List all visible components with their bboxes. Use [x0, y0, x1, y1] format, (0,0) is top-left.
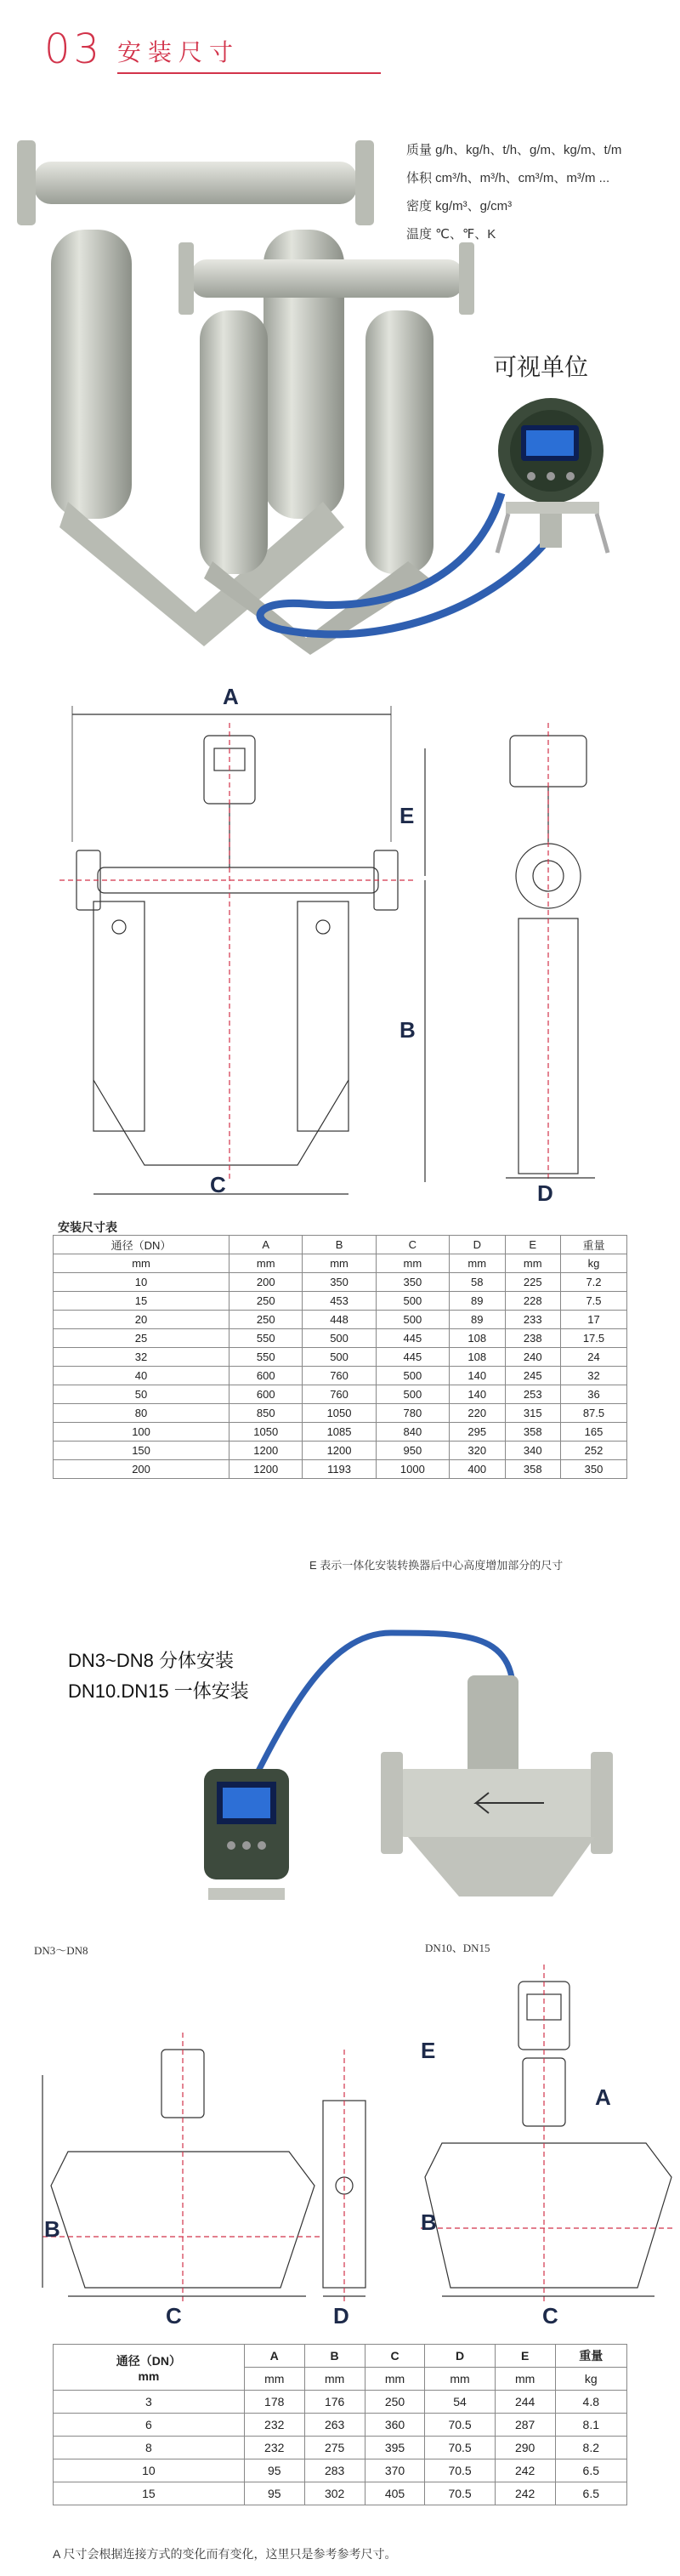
- table-cell: 1200: [230, 1442, 303, 1460]
- table-cell: 7.2: [560, 1273, 626, 1292]
- dim-c-right-label: C: [542, 2303, 558, 2329]
- table-cell: 275: [304, 2437, 365, 2459]
- table-cell: 1050: [230, 1423, 303, 1442]
- table-cell: 244: [495, 2391, 555, 2414]
- table-cell: 850: [230, 1404, 303, 1423]
- table-cell: 220: [450, 1404, 505, 1423]
- units-list: [406, 136, 621, 248]
- units-mass: 质量 g/h、kg/h、t/h、g/m、kg/m、t/m: [406, 143, 622, 157]
- table-cell: 108: [450, 1329, 505, 1348]
- table-cell: 760: [303, 1367, 376, 1385]
- table-cell: 350: [560, 1460, 626, 1479]
- table-cell: 89: [450, 1292, 505, 1311]
- table-cell: 242: [495, 2482, 555, 2505]
- table-cell: 24: [560, 1348, 626, 1367]
- table-cell: 228: [505, 1292, 560, 1311]
- table-cell: 250: [230, 1311, 303, 1329]
- table-cell: 238: [505, 1329, 560, 1348]
- table-row: [54, 1348, 627, 1367]
- table-cell: 252: [560, 1442, 626, 1460]
- drawing-label-right: DN10、DN15: [425, 1942, 490, 1954]
- table-cell: 240: [505, 1348, 560, 1367]
- table-cell: 200: [54, 1460, 230, 1479]
- table-cell: 233: [505, 1311, 560, 1329]
- table-row: [54, 1329, 627, 1348]
- dim-e-label-2: E: [421, 2038, 436, 2063]
- table-cell: 840: [376, 1423, 449, 1442]
- table-cell: 140: [450, 1385, 505, 1404]
- table-cell: 232: [244, 2437, 304, 2459]
- table-row: [54, 2391, 627, 2414]
- table-cell: 50: [54, 1385, 230, 1404]
- dim-d-label-2: D: [333, 2303, 349, 2329]
- table-header-row: 通径（DN） mm A B C D E 重量: [54, 2345, 627, 2368]
- table-cell: 108: [450, 1348, 505, 1367]
- table-cell: 445: [376, 1329, 449, 1348]
- table-cell: 263: [304, 2414, 365, 2437]
- table-cell: 1000: [376, 1460, 449, 1479]
- table-cell: 36: [560, 1385, 626, 1404]
- table1-note: E 表示一体化安装转换器后中心高度增加部分的尺寸: [309, 1559, 564, 1572]
- section-header: [0, 0, 680, 94]
- dim-e-label: E: [400, 803, 415, 828]
- table-cell: 1193: [303, 1460, 376, 1479]
- table-cell: 17: [560, 1311, 626, 1329]
- table-row: [54, 1311, 627, 1329]
- table-cell: 178: [244, 2391, 304, 2414]
- table-cell: 287: [495, 2414, 555, 2437]
- dim-c-left-label: C: [166, 2303, 182, 2329]
- section-number: 03: [44, 26, 104, 73]
- integral-install-label: DN10.DN15 一体安装: [68, 1680, 249, 1702]
- table-cell: 395: [365, 2437, 425, 2459]
- table-cell: 165: [560, 1423, 626, 1442]
- table-cell: 1050: [303, 1404, 376, 1423]
- table-cell: 250: [230, 1292, 303, 1311]
- table1-title: 安装尺寸表: [58, 1220, 117, 1234]
- table-row: [54, 1404, 627, 1423]
- table-row: [54, 2459, 627, 2482]
- table-cell: 89: [450, 1311, 505, 1329]
- table-cell: 295: [450, 1423, 505, 1442]
- split-install-label: DN3~DN8 分体安装: [68, 1650, 234, 1671]
- units-density: 密度 kg/m³、g/cm³: [406, 199, 513, 213]
- table-cell: 250: [365, 2391, 425, 2414]
- table-cell: 25: [54, 1329, 230, 1348]
- table-cell: 760: [303, 1385, 376, 1404]
- table-row: [54, 1367, 627, 1385]
- dim-a-label: A: [223, 684, 239, 709]
- table-cell: 17.5: [560, 1329, 626, 1348]
- table-row: [54, 2437, 627, 2459]
- table-header-row: 通径（DN） A B C D E 重量: [54, 1236, 627, 1254]
- table-cell: 40: [54, 1367, 230, 1385]
- table-cell: 32: [560, 1367, 626, 1385]
- units-volume: 体积 cm³/h、m³/h、cm³/m、m³/m ...: [406, 171, 610, 185]
- table-cell: 58: [450, 1273, 505, 1292]
- table-row: [54, 1273, 627, 1292]
- table-cell: 370: [365, 2459, 425, 2482]
- visual-unit-label: 可视单位: [493, 354, 589, 380]
- table-cell: 80: [54, 1404, 230, 1423]
- dim-b-left-label: B: [44, 2216, 60, 2242]
- table-cell: 95: [244, 2459, 304, 2482]
- table-units-row: mm mm mm mm mm mm kg: [54, 1254, 627, 1273]
- units-temperature: 温度 ℃、℉、K: [406, 227, 496, 242]
- table-cell: 350: [376, 1273, 449, 1292]
- table-cell: 6.5: [555, 2482, 626, 2505]
- table-row: [54, 1460, 627, 1479]
- table-cell: 70.5: [425, 2482, 495, 2505]
- table-cell: 1200: [230, 1460, 303, 1479]
- section-title: 安装尺寸: [117, 39, 241, 65]
- dim-d-label: D: [537, 1180, 553, 1206]
- table-cell: 320: [450, 1442, 505, 1460]
- table-cell: 550: [230, 1329, 303, 1348]
- table-cell: 405: [365, 2482, 425, 2505]
- table-cell: 350: [303, 1273, 376, 1292]
- table-cell: 340: [505, 1442, 560, 1460]
- dimension-drawing-2: [0, 1931, 680, 2330]
- table-cell: 780: [376, 1404, 449, 1423]
- table-cell: 500: [303, 1348, 376, 1367]
- table-cell: 100: [54, 1423, 230, 1442]
- title-underline: [117, 72, 381, 74]
- table-cell: 6.5: [555, 2459, 626, 2482]
- table-cell: 15: [54, 1292, 230, 1311]
- table-cell: 315: [505, 1404, 560, 1423]
- table-row: [54, 1385, 627, 1404]
- drawing-label-left: DN3～DN8: [34, 1944, 88, 1957]
- table-cell: 10: [54, 2459, 245, 2482]
- table-cell: 550: [230, 1348, 303, 1367]
- table-cell: 500: [376, 1367, 449, 1385]
- dim-b-right-label: B: [421, 2209, 437, 2235]
- table-cell: 70.5: [425, 2414, 495, 2437]
- table-cell: 70.5: [425, 2459, 495, 2482]
- table-cell: 358: [505, 1423, 560, 1442]
- table-row: [54, 1423, 627, 1442]
- table-row: [54, 1442, 627, 1460]
- table-cell: 1200: [303, 1442, 376, 1460]
- table-units-row: mm mm mm mm mm kg: [54, 2368, 627, 2391]
- table-cell: 15: [54, 2482, 245, 2505]
- table-cell: 140: [450, 1367, 505, 1385]
- table-cell: 500: [376, 1385, 449, 1404]
- table-cell: 453: [303, 1292, 376, 1311]
- table-cell: 500: [303, 1329, 376, 1348]
- table-cell: 445: [376, 1348, 449, 1367]
- table-cell: 20: [54, 1311, 230, 1329]
- table-cell: 1085: [303, 1423, 376, 1442]
- dim-b-label: B: [400, 1017, 416, 1043]
- table-cell: 283: [304, 2459, 365, 2482]
- table-cell: 950: [376, 1442, 449, 1460]
- table-cell: 225: [505, 1273, 560, 1292]
- table2-note: A 尺寸会根据连接方式的变化而有变化，这里只是参考参考尺寸。: [53, 2547, 397, 2561]
- small-dn-dimension-table: [53, 2344, 627, 2505]
- table-cell: 8.2: [555, 2437, 626, 2459]
- install-mode-labels: [68, 1646, 249, 1707]
- dim-a-label-2: A: [595, 2084, 611, 2110]
- table-cell: 150: [54, 1442, 230, 1460]
- table-cell: 600: [230, 1385, 303, 1404]
- table-cell: 8: [54, 2437, 245, 2459]
- table-cell: 302: [304, 2482, 365, 2505]
- table-row: [54, 2482, 627, 2505]
- table-cell: 87.5: [560, 1404, 626, 1423]
- table-cell: 200: [230, 1273, 303, 1292]
- install-dimension-table: [53, 1235, 627, 1479]
- table-cell: 358: [505, 1460, 560, 1479]
- table-row: [54, 2414, 627, 2437]
- table-cell: 245: [505, 1367, 560, 1385]
- table-cell: 253: [505, 1385, 560, 1404]
- table-cell: 7.5: [560, 1292, 626, 1311]
- table-cell: 4.8: [555, 2391, 626, 2414]
- table-cell: 8.1: [555, 2414, 626, 2437]
- table-cell: 95: [244, 2482, 304, 2505]
- table-cell: 448: [303, 1311, 376, 1329]
- table-cell: 70.5: [425, 2437, 495, 2459]
- table-cell: 360: [365, 2414, 425, 2437]
- table-cell: 32: [54, 1348, 230, 1367]
- table-cell: 54: [425, 2391, 495, 2414]
- table-cell: 6: [54, 2414, 245, 2437]
- table-cell: 600: [230, 1367, 303, 1385]
- table-cell: 3: [54, 2391, 245, 2414]
- dimension-drawing-1: [0, 672, 680, 1208]
- table-cell: 242: [495, 2459, 555, 2482]
- table-cell: 176: [304, 2391, 365, 2414]
- table-cell: 500: [376, 1292, 449, 1311]
- dim-c-label: C: [210, 1172, 226, 1197]
- table-cell: 500: [376, 1311, 449, 1329]
- table-cell: 290: [495, 2437, 555, 2459]
- table-cell: 400: [450, 1460, 505, 1479]
- table-row: [54, 1292, 627, 1311]
- table-cell: 232: [244, 2414, 304, 2437]
- table-cell: 10: [54, 1273, 230, 1292]
